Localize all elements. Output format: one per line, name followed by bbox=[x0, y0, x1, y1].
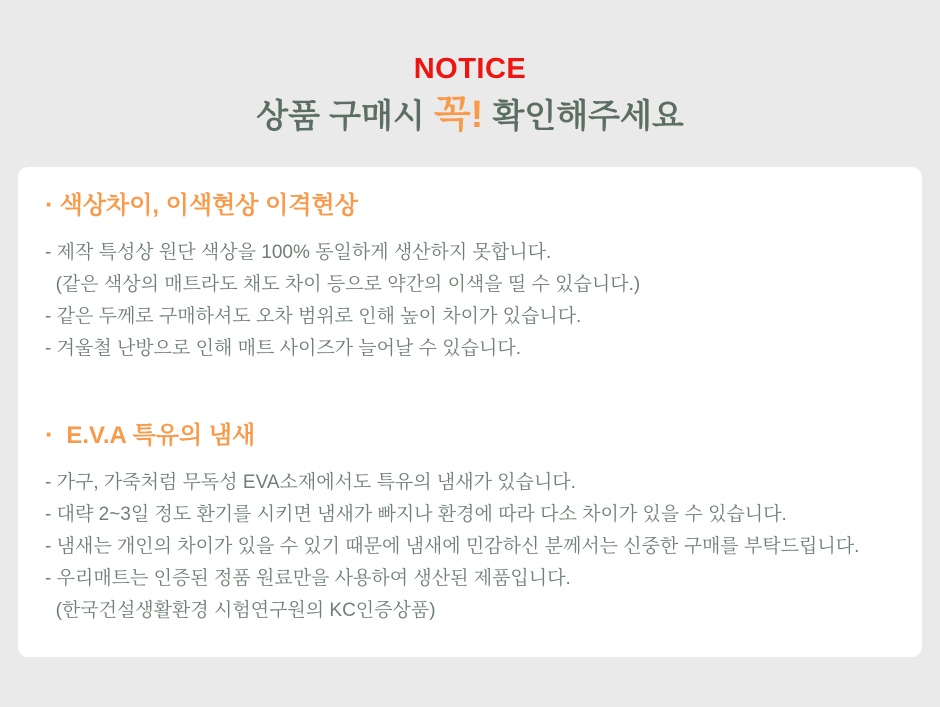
section-title bbox=[45, 187, 882, 223]
section-title bbox=[45, 417, 882, 453]
notice-line: - 제작 특성상 원단 색상을 100% 동일하게 생산하지 못합니다. bbox=[45, 242, 552, 263]
notice-line: - 겨울철 난방으로 인해 매트 사이즈가 늘어날 수 있습니다. bbox=[45, 338, 521, 359]
section-eva-smell bbox=[45, 417, 882, 627]
notice-card bbox=[18, 167, 922, 657]
notice-line: - 우리매트는 인증된 정품 원료만을 사용하여 생산된 제품입니다. bbox=[45, 568, 571, 589]
notice-line: (같은 색상의 매트라도 채도 차이 등으로 약간의 이색을 띨 수 있습니다.) bbox=[45, 274, 641, 295]
page-title bbox=[0, 94, 940, 137]
notice-line: - 같은 두께로 구매하셔도 오차 범위로 인해 높이 차이가 있습니다. bbox=[45, 306, 582, 327]
bullet-icon: · bbox=[45, 419, 54, 449]
section-title-text: E.V.A 특유의 냄새 bbox=[59, 422, 256, 449]
page-title-suffix: 확인해주세요 bbox=[483, 97, 684, 134]
notice-label: NOTICE bbox=[413, 53, 527, 85]
bullet-icon: · bbox=[45, 189, 54, 219]
section-color-difference bbox=[45, 187, 882, 365]
notice-line: - 대략 2~3일 정도 환기를 시키면 냄새가 빠지나 환경에 따라 다소 차이가 있을 수 있습니다. bbox=[45, 504, 787, 525]
notice-line: (한국건설생활환경 시험연구원의 KC인증상품) bbox=[45, 600, 436, 621]
page-title-prefix: 상품 구매시 bbox=[256, 97, 434, 134]
notice-line: - 냄새는 개인의 차이가 있을 수 있기 때문에 냄새에 민감하신 분께서는 신중한 구매를 부탁드립니다. bbox=[45, 536, 860, 557]
notice-header bbox=[0, 0, 940, 137]
notice-line: - 가구, 가죽처럼 무독성 EVA소재에서도 특유의 냄새가 있습니다. bbox=[45, 472, 576, 493]
page-title-highlight: 꼭! bbox=[433, 94, 484, 136]
section-title-text: 색상차이, 이색현상 이격현상 bbox=[59, 192, 358, 219]
